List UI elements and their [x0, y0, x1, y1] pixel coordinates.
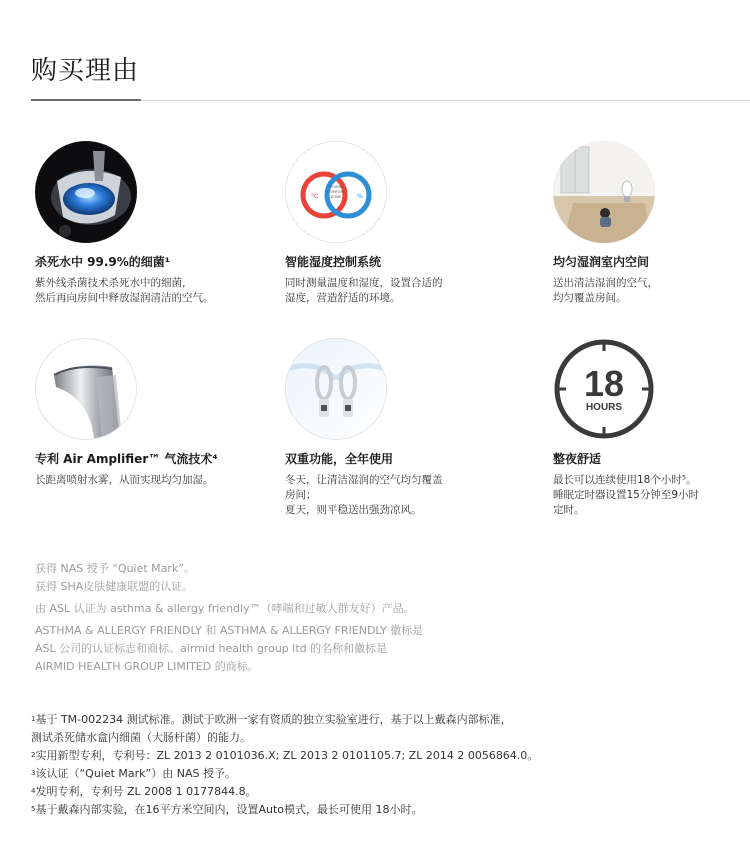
cert-line: AIRMID HEALTH GROUP LIMITED 的商标。 — [35, 660, 259, 673]
footnote-num: 4 — [31, 787, 36, 795]
footnote — [31, 747, 538, 765]
feature-desc: 冬天，让清洁湿润的空气均匀覆盖 房间； 夏天，则平稳送出强劲凉风。 — [285, 474, 443, 516]
cert-line: 获得 SHA皮肤健康联盟的认证。 — [35, 580, 194, 593]
zone-label: ZONE — [330, 195, 342, 199]
feature-humidity-control — [285, 141, 485, 306]
footnote — [31, 729, 538, 747]
feature-air-amplifier — [35, 338, 235, 488]
feature-all-night — [553, 338, 750, 518]
18-hours-icon — [553, 338, 655, 440]
feature-desc: 同时测量温度和湿度，设置合适的 湿度，营造舒适的环境。 — [285, 277, 443, 304]
feature-title: 智能湿度控制系统 — [285, 255, 382, 269]
footnote-num: 2 — [31, 751, 36, 759]
footnote-num: 1 — [31, 715, 36, 723]
feature-desc: 送出清洁湿润的空气， 均匀覆盖房间。 — [553, 277, 658, 304]
feature-desc: 长距离喷射水雾，从而实现均匀加湿。 — [35, 474, 214, 486]
footnote-text: 该认证（“Quiet Mark”）由 NAS 授予。 — [35, 767, 236, 780]
cert-line: 获得 NAS 授予 “Quiet Mark”。 — [35, 562, 196, 575]
footnote — [31, 783, 538, 801]
footnote-text: 测试杀死储水盒内细菌（大肠杆菌）的能力。 — [31, 731, 251, 744]
air-amplifier-icon — [35, 338, 137, 440]
humidity-label: % — [357, 193, 363, 200]
feature-dual-function — [285, 338, 485, 518]
feature-desc: 紫外线杀菌技术杀死水中的细菌， 然后再向房间中释放湿润清洁的空气。 — [35, 277, 214, 304]
footnote-text: 基于戴森内部实验，在16平方米空间内，设置Auto模式，最长可使用 18小时。 — [35, 803, 423, 816]
footnote — [31, 801, 538, 819]
comfort-zone-icon — [285, 141, 387, 243]
temp-label: °C — [311, 193, 319, 200]
footnotes — [31, 711, 538, 819]
feature-title: 专利 Air Amplifier™ 气流技术⁴ — [35, 452, 218, 466]
feature-desc: 最长可以连续使用18个小时⁵。 睡眠定时器设置15分钟至9小时 定时。 — [553, 474, 700, 516]
uv-water-tank-icon — [35, 141, 137, 243]
footnote — [31, 711, 538, 729]
feature-title: 双重功能，全年使用 — [285, 452, 394, 466]
title-underline — [31, 99, 141, 101]
certifications — [35, 560, 423, 676]
footnote-text: 发明专利，专利号 ZL 2008 1 0177844.8。 — [35, 785, 257, 798]
cert-line: ASL 公司的认证标志和商标。airmid health group ltd 的名称和徽标是 — [35, 642, 388, 655]
footnote-num: 5 — [31, 805, 36, 813]
zone-label: COMFORT — [327, 190, 345, 194]
page-title: 购买理由 — [31, 56, 140, 86]
feature-title: 杀死水中 99.9%的细菌¹ — [35, 255, 171, 269]
feature-title: 均匀湿润室内空间 — [553, 255, 650, 269]
feature-kill-bacteria — [35, 141, 235, 306]
zone-label: HYGIENIC — [327, 185, 345, 189]
dual-function-icon — [285, 338, 387, 440]
footnote — [31, 765, 538, 783]
cert-line: ASTHMA & ALLERGY FRIENDLY 和 ASTHMA & ALLERGY FRIENDLY 徽标是 — [35, 624, 424, 637]
footnote-num: 3 — [31, 769, 36, 777]
cert-line: 由 ASL 认证为 asthma & allergy friendly™（哮喘和过敏人群友好）产品。 — [35, 602, 415, 615]
footnote-text: 基于 TM-002234 测试标准。测试于欧洲一家有资质的独立实验室进行，基于以上戴森内部标准， — [35, 713, 512, 726]
footnote-text: 实用新型专利，专利号：ZL 2013 2 0101036.X; ZL 2013 2 0101105.7; ZL 2014 2 0056864.0。 — [35, 749, 539, 762]
hours-number: 18 — [583, 363, 625, 404]
hours-unit: HOURS — [585, 402, 623, 413]
feature-even-humidity — [553, 141, 750, 306]
room-photo-icon — [553, 141, 655, 243]
feature-title: 整夜舒适 — [553, 452, 602, 466]
